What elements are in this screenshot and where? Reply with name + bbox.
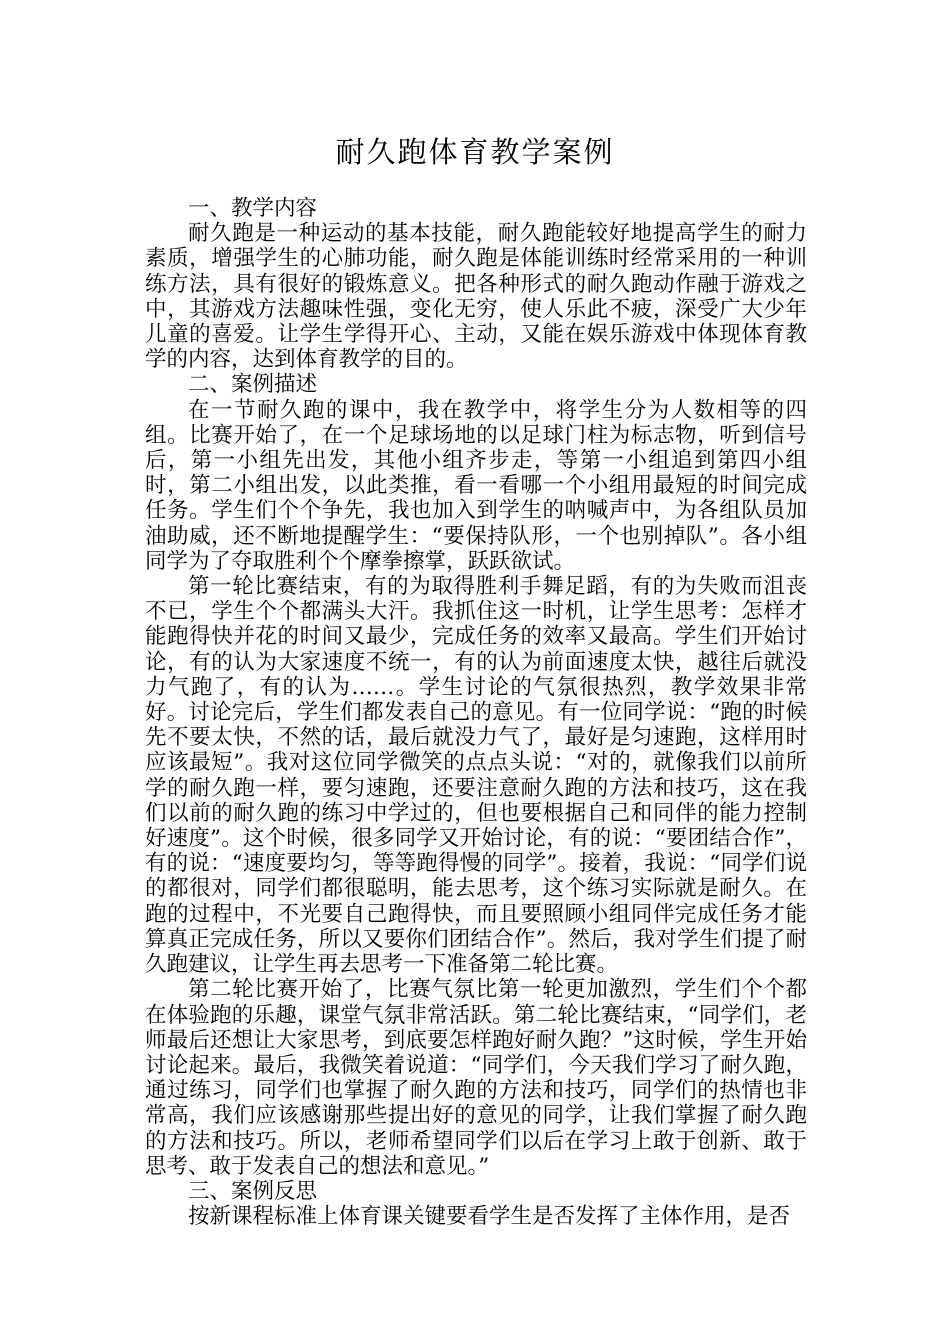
- section-heading-case-reflection: 三、案例反思: [188, 1178, 318, 1204]
- document-title: 耐久跑体育教学案例: [335, 135, 615, 169]
- paragraph-teaching-content: 耐久跑是一种运动的基本技能，耐久跑能较好地提高学生的耐力素质，增强学生的心肺功能，耐久跑是体能训练时经常采用的一种训练方法，具有很好的锻炼意义。把各种形式的耐久跑动作融于游戏之中，其游戏方法趣味性强，变化无穷，使人乐此不疲，深受广大少年儿童的喜爱。让学生学得开心、主动，又能在娱乐游戏中体现体育教学的内容，达到体育教学的目的。: [145, 221, 807, 373]
- paragraph-case-description-2: 第一轮比赛结束，有的为取得胜利手舞足蹈，有的为失败而沮丧不已，学生个个都满头大汗。我抓住这一时机，让学生思考：怎样才能跑得快并花的时间又最少，完成任务的效率又最高。学生们开始讨论，有的认为大家速度不统一，有的认为前面速度太快，越往后就没力气跑了，有的认为……。学生讨论的气氛很热烈，教学效果非常好。讨论完后，学生们都发表自己的意见。有一位同学说：“跑的时候先不要太快，不然的话，最后就没力气了，最好是匀速跑，这样用时应该最短”。我对这位同学微笑的点点头说：“对的，就像我们以前所学的耐久跑一样，要匀速跑，还要注意耐久跑的方法和技巧，这在我们以前的耐久跑的练习中学过的，但也要根据自己和同伴的能力控制好速度”。这个时候，很多同学又开始讨论，有的说：“要团结合作”，有的说：“速度要均匀，等等跑得慢的同学”。接着，我说：“同学们说的都很对，同学们都很聪明，能去思考，这个练习实际就是耐久。在跑的过程中，不光要自己跑得快，而且要照顾小组同伴完成任务才能算真正完成任务，所以又要你们团结合作”。然后，我对学生们提了耐久跑建议，让学生再去思考一下准备第二轮比赛。: [145, 574, 807, 978]
- paragraph-case-reflection: 按新课程标准上体育课关键要看学生是否发挥了主体作用，是否: [188, 1204, 791, 1230]
- section-heading-case-description: 二、案例描述: [188, 372, 318, 398]
- section-heading-teaching-content: 一、教学内容: [188, 196, 318, 221]
- paragraph-case-description-1: 在一节耐久跑的课中，我在教学中，将学生分为人数相等的四组。比赛开始了，在一个足球场地的以足球门柱为标志物，听到信号后，第一小组先出发，其他小组齐步走，等第一小组追到第四小组时，第二小组出发，以此类推，看一看哪一个小组用最短的时间完成任务。学生们个个争先，我也加入到学生的呐喊声中，为各组队员加油助威，还不断地提醒学生：“要保持队形，一个也别掉队”。各小组同学为了夺取胜利个个摩拳擦掌，跃跃欲试。: [145, 397, 807, 574]
- paragraph-case-description-3: 第二轮比赛开始了，比赛气氛比第一轮更加激烈，学生们个个都在体验跑的乐趣，课堂气氛非常活跃。第二轮比赛结束，“同学们，老师最后还想让大家思考，到底要怎样跑好耐久跑？”这时候，学生开始讨论起来。最后，我微笑着说道：“同学们，今天我们学习了耐久跑，通过练习，同学们也掌握了耐久跑的方法和技巧，同学们的热情也非常高，我们应该感谢那些提出好的意见的同学，让我们掌握了耐久跑的方法和技巧。所以，老师希望同学们以后在学习上敢于创新、敢于思考、敢于发表自己的想法和意见。”: [145, 977, 807, 1179]
- document-body: [145, 196, 807, 1229]
